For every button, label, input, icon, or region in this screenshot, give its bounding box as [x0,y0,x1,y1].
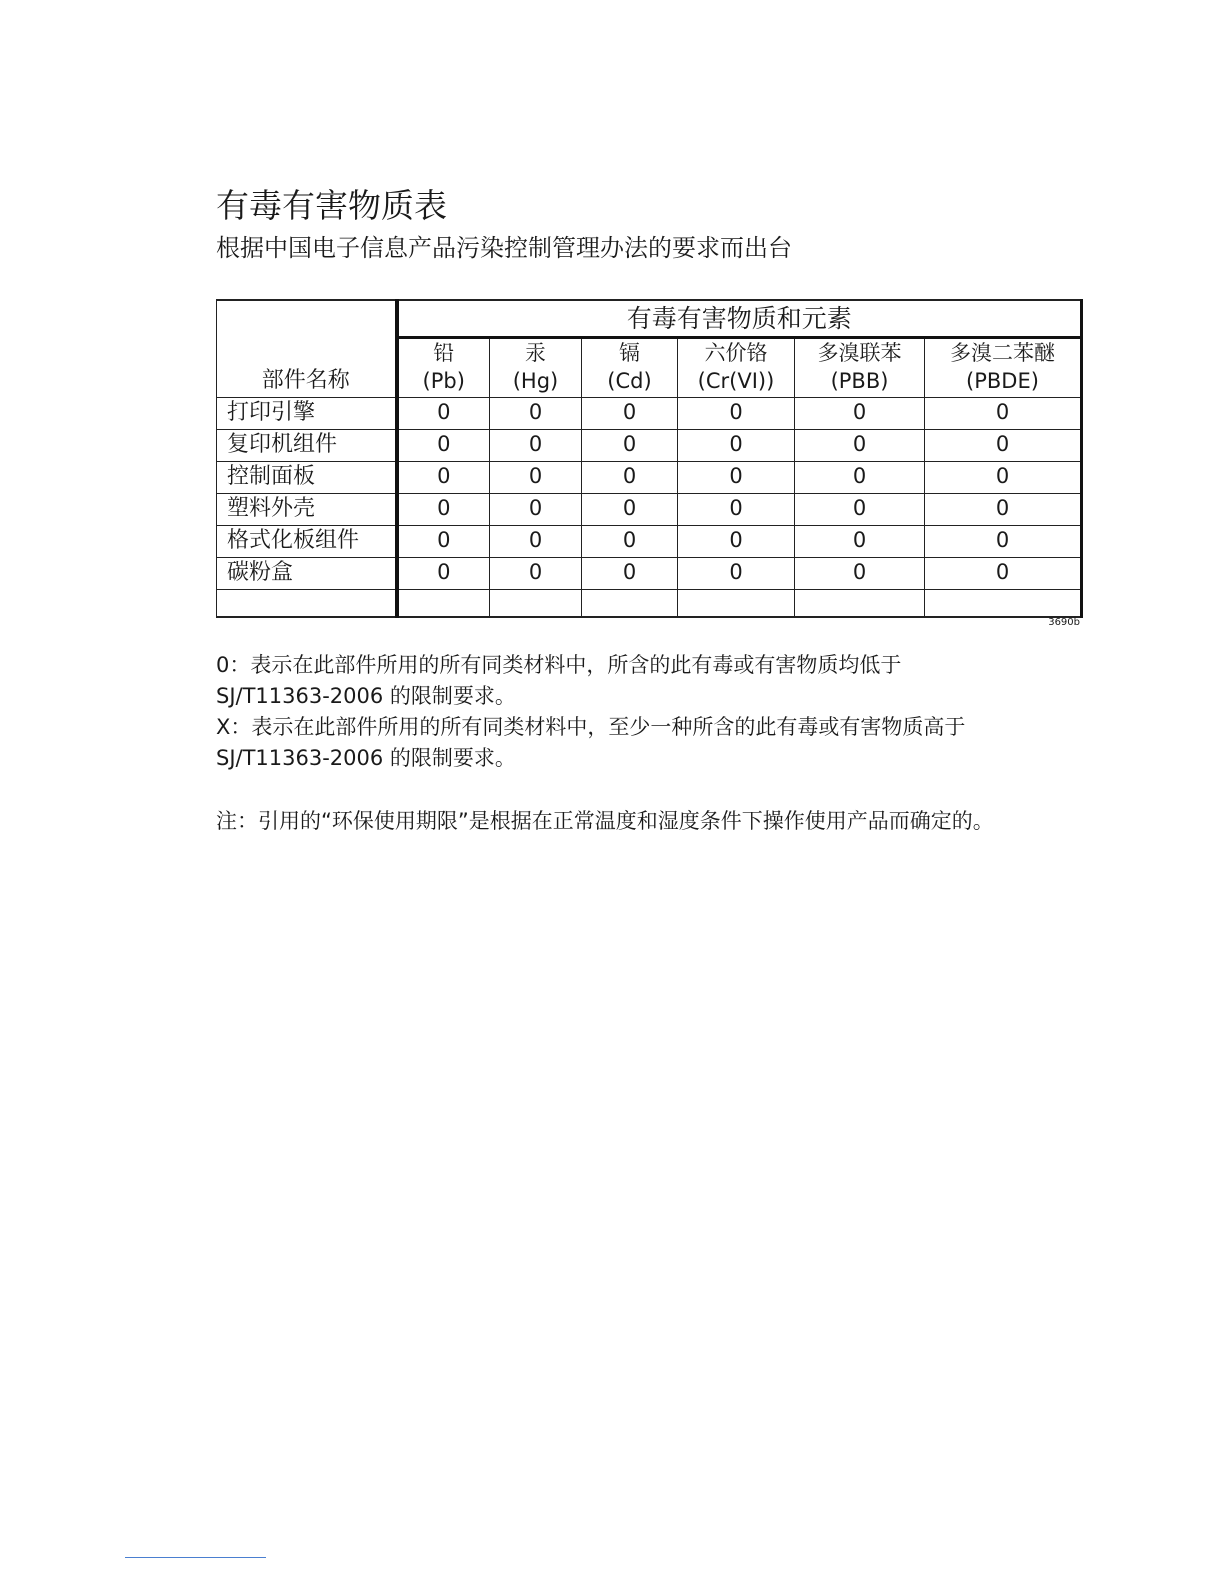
empty-cell [678,589,795,617]
empty-cell [397,589,490,617]
substance-name: 多溴联苯 [817,341,902,366]
value-cell: 0 [678,429,795,461]
part-name: 打印引擎 [217,397,397,429]
value-cell: 0 [582,557,678,589]
value-cell: 0 [397,525,490,557]
value-cell: 0 [490,525,582,557]
substance-name: 六价铬 [704,341,768,366]
substance-symbol: (Hg) [512,368,559,393]
empty-cell [925,589,1082,617]
value-cell: 0 [678,461,795,493]
value-cell: 0 [925,557,1082,589]
part-name-header: 部件名称 [217,300,397,397]
value-cell: 0 [795,525,925,557]
substance-name: 铅 [433,341,455,366]
substance-name: 多溴二苯醚 [950,341,1055,366]
value-cell: 0 [795,461,925,493]
table-row [217,461,1082,493]
note-line: X：表示在此部件所用的所有同类材料中，至少一种所含的此有毒或有害物质高于 [216,715,966,739]
value-cell: 0 [795,429,925,461]
substance-header-cd [582,337,678,397]
table-row [217,493,1082,525]
table-row [217,429,1082,461]
value-cell: 0 [397,461,490,493]
value-cell: 0 [490,493,582,525]
value-cell: 0 [678,493,795,525]
part-name: 格式化板组件 [217,525,397,557]
substance-symbol: (PBB) [830,368,889,393]
value-cell: 0 [795,493,925,525]
value-cell: 0 [490,557,582,589]
part-name: 控制面板 [217,461,397,493]
value-cell: 0 [582,429,678,461]
table-row [217,525,1082,557]
note-line: SJ/T11363-2006 的限制要求。 [216,746,516,770]
value-cell: 0 [490,461,582,493]
value-cell: 0 [582,461,678,493]
substance-symbol: (Cr(VI)) [697,368,775,393]
value-cell: 0 [397,493,490,525]
part-name: 复印机组件 [217,429,397,461]
value-cell: 0 [582,525,678,557]
substance-symbol: (PBDE) [966,368,1039,393]
value-cell: 0 [678,557,795,589]
empty-table-row [217,589,1082,617]
value-cell: 0 [490,397,582,429]
value-cell: 0 [582,397,678,429]
note-line: 0：表示在此部件所用的所有同类材料中，所含的此有毒或有害物质均低于 [216,653,902,677]
table-row [217,557,1082,589]
substance-symbol: (Pb) [422,368,465,393]
legend-notes [216,650,1116,774]
substance-header-hg [490,337,582,397]
empty-cell [217,589,397,617]
substance-header-pbde [925,337,1082,397]
substance-header-pbb [795,337,925,397]
substance-header-pb [397,337,490,397]
substance-name: 镉 [619,341,640,366]
footer-rule [125,1557,266,1558]
value-cell: 0 [678,525,795,557]
substance-symbol: (Cd) [607,368,652,393]
part-name: 碳粉盒 [217,557,397,589]
value-cell: 0 [795,557,925,589]
substance-header-cr6 [678,337,795,397]
value-cell: 0 [925,493,1082,525]
substance-name: 汞 [525,341,546,366]
value-cell: 0 [397,397,490,429]
note-line: SJ/T11363-2006 的限制要求。 [216,684,516,708]
document-title: 有毒有害物质表 [216,186,447,225]
table-row [217,397,1082,429]
value-cell: 0 [925,525,1082,557]
part-name: 塑料外壳 [217,493,397,525]
footnote: 注：引用的“环保使用期限”是根据在正常温度和湿度条件下操作使用产品而确定的。 [216,809,994,833]
value-cell: 0 [925,397,1082,429]
value-cell: 0 [397,429,490,461]
document-subtitle: 根据中国电子信息产品污染控制管理办法的要求而出台 [216,234,792,262]
empty-cell [490,589,582,617]
value-cell: 0 [925,429,1082,461]
value-cell: 0 [582,493,678,525]
value-cell: 0 [678,397,795,429]
empty-cell [582,589,678,617]
empty-cell [795,589,925,617]
value-cell: 0 [925,461,1082,493]
value-cell: 0 [490,429,582,461]
substance-group-header: 有毒有害物质和元素 [397,300,1082,337]
value-cell: 0 [795,397,925,429]
figure-code: 3690b [1048,617,1080,628]
hazardous-substances-table [216,299,1083,618]
value-cell: 0 [397,557,490,589]
